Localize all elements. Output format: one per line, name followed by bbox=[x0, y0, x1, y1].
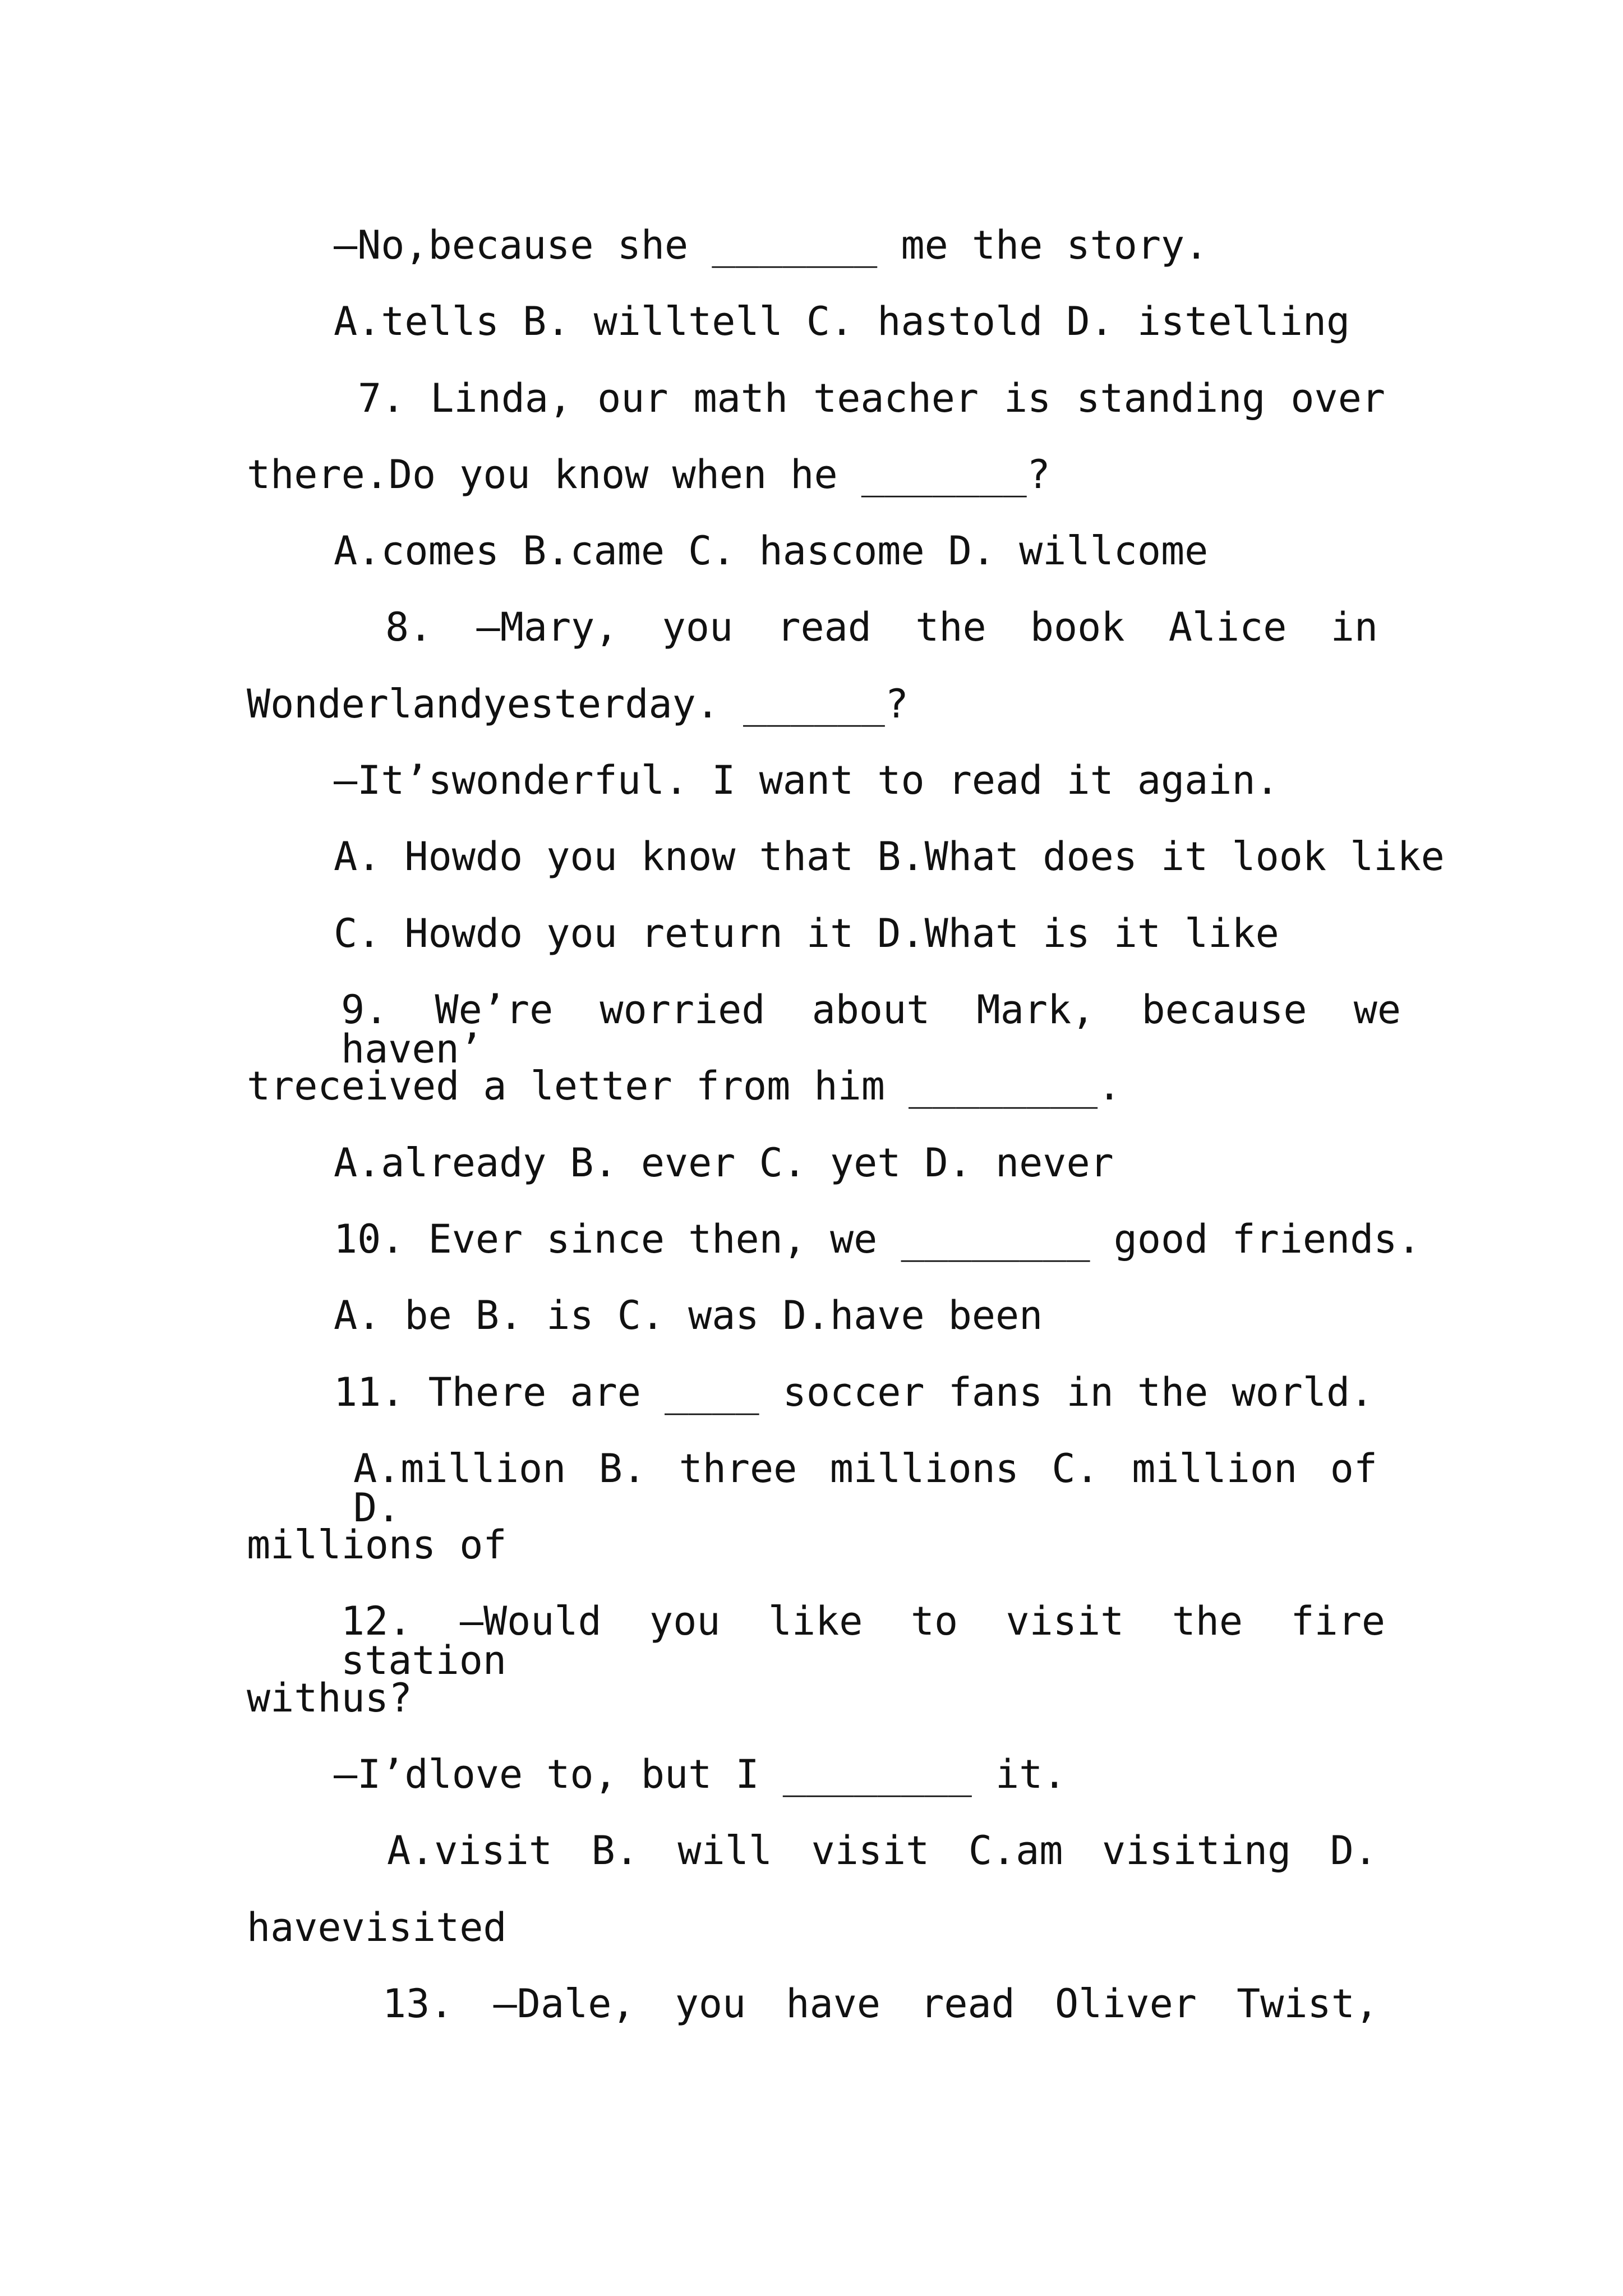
text-line: A.million B. three millions C. million of D. bbox=[353, 1446, 1377, 1531]
text-line: there.Do you know when he _______? bbox=[247, 452, 1050, 498]
text-line: 13. —Dale, you have read Oliver Twist, bbox=[382, 1981, 1378, 2027]
text-line: A. Howdo you know that B.What does it look like bbox=[334, 834, 1445, 880]
text-line: withus? bbox=[247, 1675, 413, 1721]
text-line: 11. There are ____ soccer fans in the world. bbox=[334, 1369, 1374, 1415]
text-line: 9. We’re worried about Mark, because we haven’ bbox=[341, 987, 1401, 1072]
text-line: A.comes B.came C. hascome D. willcome bbox=[334, 528, 1209, 574]
text-line: Wonderlandyesterday. ______? bbox=[247, 681, 909, 727]
text-line: —No,because she _______ me the story. bbox=[334, 222, 1209, 268]
text-line: millions of bbox=[247, 1522, 507, 1568]
text-line: A.already B. ever C. yet D. never bbox=[334, 1140, 1114, 1186]
text-line: 12. —Would you like to visit the fire station bbox=[341, 1598, 1385, 1683]
text-line: —I’dlove to, but I ________ it. bbox=[334, 1751, 1067, 1797]
text-line: treceived a letter from him ________. bbox=[247, 1063, 1122, 1109]
text-line: 10. Ever since then, we ________ good friends. bbox=[334, 1216, 1421, 1262]
text-line: 7. Linda, our math teacher is standing over bbox=[358, 375, 1385, 421]
text-line: A.tells B. willtell C. hastold D. istelling bbox=[334, 298, 1350, 344]
text-line: havevisited bbox=[247, 1904, 507, 1950]
text-line: 8. —Mary, you read the book Alice in bbox=[385, 604, 1378, 650]
text-line: —It’swonderful. I want to read it again. bbox=[334, 757, 1279, 803]
text-line: C. Howdo you return it D.What is it like bbox=[334, 910, 1279, 956]
text-line: A.visit B. will visit C.am visiting D. bbox=[387, 1828, 1377, 1874]
text-line: A. be B. is C. was D.have been bbox=[334, 1292, 1043, 1338]
